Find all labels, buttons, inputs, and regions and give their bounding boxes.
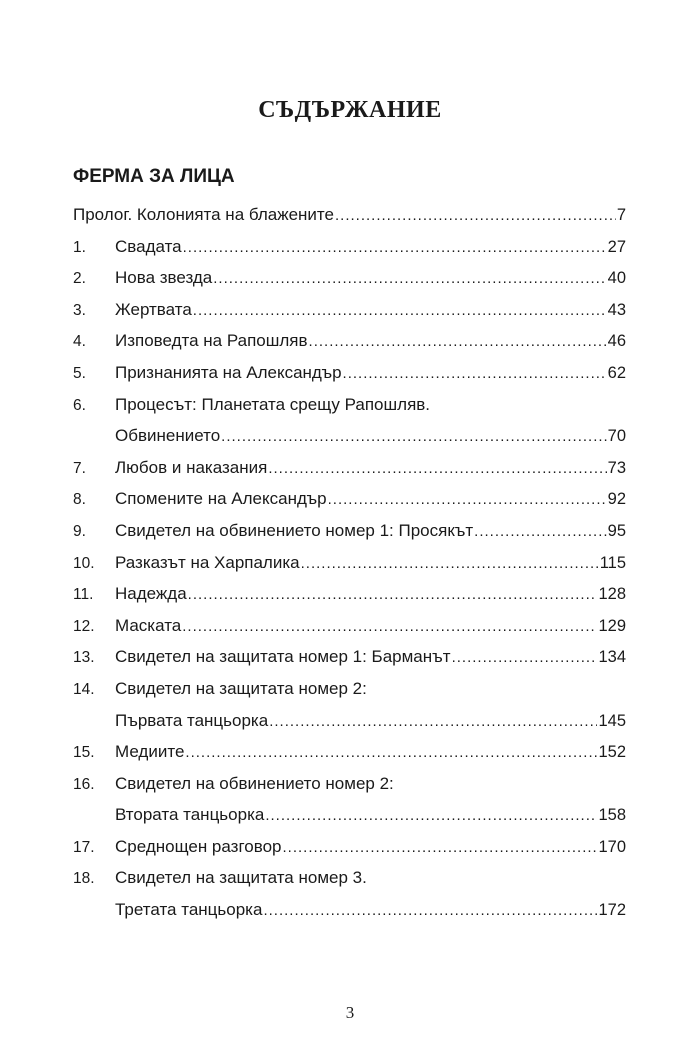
toc-entry bbox=[73, 389, 626, 421]
toc-entry-number: 16. bbox=[73, 775, 95, 793]
toc-entry-number: 5. bbox=[73, 364, 86, 382]
toc-entry bbox=[73, 799, 626, 831]
toc-leader-dots bbox=[185, 737, 597, 769]
toc-entry bbox=[73, 610, 626, 642]
toc-entry-page: 115 bbox=[599, 553, 626, 572]
toc-entry-number: 10. bbox=[73, 554, 95, 572]
toc-entry-number: 2. bbox=[73, 270, 86, 288]
toc-entry-title: Свидетел на защитата номер 2: bbox=[115, 678, 367, 698]
toc-entry bbox=[73, 483, 626, 515]
toc-entry-number: 18. bbox=[73, 870, 95, 888]
toc-entry-page: 134 bbox=[598, 648, 626, 667]
toc-entry-title: Нова звезда bbox=[115, 268, 213, 288]
toc-entry-number: 1. bbox=[73, 238, 86, 256]
toc-entry-title: Процесът: Планетата срещу Рапошляв. bbox=[115, 394, 431, 414]
toc-entry-title: Признанията на Александър bbox=[115, 362, 342, 382]
toc-entry bbox=[73, 862, 626, 894]
toc-leader-dots bbox=[265, 800, 597, 832]
toc-entry-title: Пролог. Колонията на блажените bbox=[73, 205, 334, 224]
toc-leader-dots bbox=[268, 453, 606, 485]
toc-entry-page: 70 bbox=[607, 427, 626, 446]
toc-entry bbox=[73, 325, 626, 357]
toc-entry-title: Свидетел на защитата номер 3. bbox=[115, 868, 367, 888]
toc-entry-number: 12. bbox=[73, 617, 95, 635]
toc-leader-dots bbox=[269, 706, 597, 738]
toc-entry-number: 4. bbox=[73, 333, 86, 351]
toc-entry bbox=[73, 357, 626, 389]
toc-entry-page: 43 bbox=[607, 300, 626, 319]
section-title: ФЕРМА ЗА ЛИЦА bbox=[73, 166, 235, 187]
toc-entry-title: Среднощен разговор bbox=[115, 836, 282, 856]
toc-entry-page: 152 bbox=[598, 743, 626, 762]
toc-entry bbox=[73, 641, 626, 673]
toc-entry-title: Втората танцьорка bbox=[115, 805, 265, 825]
toc-entry bbox=[73, 452, 626, 484]
toc-entry-title: Третата танцьорка bbox=[115, 900, 263, 920]
toc-leader-dots bbox=[452, 642, 598, 674]
toc-entry-page: 95 bbox=[607, 521, 626, 540]
toc-entry-number: 7. bbox=[73, 459, 86, 477]
toc-entry-page: 40 bbox=[607, 269, 626, 288]
toc-leader-dots bbox=[182, 611, 597, 643]
toc-leader-dots bbox=[188, 579, 598, 611]
toc-entry-page: 92 bbox=[607, 490, 626, 509]
toc-entry-number: 14. bbox=[73, 680, 95, 698]
toc-leader-dots bbox=[335, 200, 616, 232]
toc-entry-page: 170 bbox=[598, 837, 626, 856]
toc-entry-page: 129 bbox=[598, 616, 626, 635]
toc-entry-page: 128 bbox=[598, 585, 626, 604]
toc-entry-number: 9. bbox=[73, 522, 86, 540]
toc-entry bbox=[73, 736, 626, 768]
toc-entry bbox=[73, 515, 626, 547]
toc-entry-number: 13. bbox=[73, 649, 95, 667]
toc-entry-title: Спомените на Александър bbox=[115, 489, 327, 509]
toc-entry bbox=[73, 673, 626, 705]
toc-entry-number: 6. bbox=[73, 396, 86, 414]
table-of-contents bbox=[73, 199, 626, 926]
toc-entry-title: Свадата bbox=[115, 236, 182, 256]
toc-entry-title: Маската bbox=[115, 615, 182, 635]
toc-entry-number: 3. bbox=[73, 301, 86, 319]
page-number: 3 bbox=[345, 1003, 355, 1022]
toc-entry-page: 158 bbox=[598, 806, 626, 825]
toc-entry bbox=[73, 831, 626, 863]
toc-entry-title: Обвинението bbox=[115, 426, 221, 446]
toc-entry-title: Изповедта на Рапошляв bbox=[115, 331, 308, 351]
toc-leader-dots bbox=[343, 358, 607, 390]
toc-entry-number: 11. bbox=[73, 586, 94, 604]
toc-leader-dots bbox=[328, 484, 607, 516]
toc-entry bbox=[73, 705, 626, 737]
toc-entry bbox=[73, 768, 626, 800]
toc-leader-dots bbox=[309, 326, 607, 358]
toc-leader-dots bbox=[282, 832, 597, 864]
toc-entry bbox=[73, 894, 626, 926]
toc-entry-title: Медиите bbox=[115, 742, 185, 762]
toc-entry bbox=[73, 547, 626, 579]
toc-leader-dots bbox=[474, 516, 606, 548]
page-title: СЪДЪРЖАНИЕ bbox=[258, 97, 442, 123]
toc-leader-dots bbox=[221, 421, 606, 453]
toc-entry-title: Свидетел на обвинението номер 2: bbox=[115, 773, 394, 793]
toc-entry-number: 15. bbox=[73, 744, 95, 762]
toc-entry-number: 17. bbox=[73, 838, 95, 856]
toc-entry bbox=[73, 578, 626, 610]
toc-entry-page: 46 bbox=[607, 332, 626, 351]
toc-entry-page: 27 bbox=[607, 237, 626, 256]
toc-entry bbox=[73, 231, 626, 263]
toc-entry-title: Свидетел на обвинението номер 1: Просякът bbox=[115, 520, 474, 540]
toc-entry-title: Любов и наказания bbox=[115, 457, 268, 477]
toc-entry-page: 73 bbox=[607, 458, 626, 477]
toc-entry-page: 62 bbox=[607, 363, 626, 382]
toc-entry-title: Надежда bbox=[115, 584, 187, 604]
toc-entry bbox=[73, 420, 626, 452]
toc-entry-title: Разказът на Харпалика bbox=[115, 552, 300, 572]
toc-entry bbox=[73, 199, 626, 231]
toc-leader-dots bbox=[193, 295, 607, 327]
toc-leader-dots bbox=[263, 895, 597, 927]
toc-leader-dots bbox=[183, 232, 607, 264]
toc-entry-page: 7 bbox=[616, 206, 626, 224]
toc-entry-number: 8. bbox=[73, 491, 86, 509]
toc-entry-title: Жертвата bbox=[115, 299, 192, 319]
toc-leader-dots bbox=[301, 548, 599, 580]
toc-leader-dots bbox=[213, 263, 606, 295]
toc-entry-title: Свидетел на защитата номер 1: Барманът bbox=[115, 647, 451, 667]
toc-entry bbox=[73, 294, 626, 326]
toc-entry-page: 145 bbox=[598, 711, 626, 730]
toc-entry-title: Първата танцьорка bbox=[115, 710, 269, 730]
toc-entry bbox=[73, 262, 626, 294]
toc-entry-page: 172 bbox=[598, 901, 626, 920]
